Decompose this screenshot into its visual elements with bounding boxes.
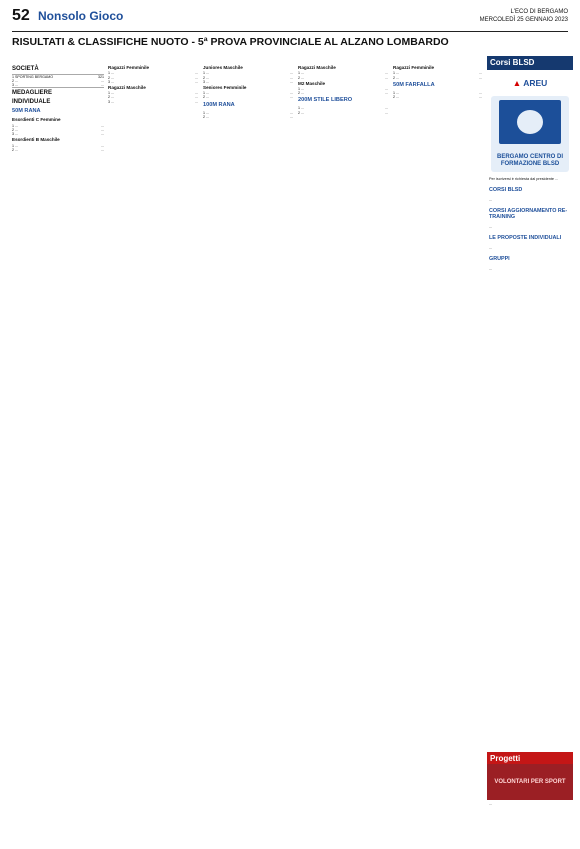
result-row (203, 80, 293, 84)
results-column-4 (298, 64, 388, 844)
results-column-3 (203, 64, 293, 844)
athlete-time: ... (289, 95, 293, 100)
row-value: 321 (97, 75, 104, 79)
team-ranking-table (12, 74, 104, 88)
promo-image: VOLONTARI PER SPORT (487, 764, 573, 800)
athlete-name: 1 ... (298, 87, 304, 92)
athlete-time: ... (478, 71, 482, 76)
athlete-time: ... (289, 91, 293, 96)
row-name: 2 ... (12, 79, 18, 84)
athlete-name: 2 ... (393, 75, 399, 80)
athlete-name: 1 ... (108, 71, 114, 76)
athlete-name: 1 ... (12, 143, 18, 148)
athlete-name: 3 ... (108, 99, 114, 104)
category-heading: Ragazzi Maschile (108, 84, 146, 90)
brand-logo: Nonsolo Gioco (38, 9, 124, 23)
category-heading: Ragazzi Femminile (108, 65, 150, 70)
sidebar-text: ... (489, 267, 493, 272)
athlete-name: 1 ... (203, 91, 209, 96)
athlete-name: 2 ... (393, 94, 399, 99)
athlete-name: 1 ... (298, 106, 304, 111)
heading-individuale: INDIVIDUALE (12, 99, 51, 106)
issue-date: MERCOLEDÌ 25 GENNAIO 2023 (479, 17, 568, 23)
athlete-name: 1 ... (203, 71, 209, 76)
result-row (108, 100, 198, 104)
event-title: 50M FARFALLA (393, 81, 435, 88)
athlete-time: ... (289, 114, 293, 119)
athlete-name: 2 ... (203, 75, 209, 80)
sidebar-heading: LE PROPOSTE INDIVIDUALI (489, 235, 562, 241)
newspaper-info (458, 8, 568, 24)
athlete-time: ... (478, 90, 482, 95)
event-title: 100M RANA (203, 101, 235, 108)
row-name: 1 SPORTING BERGAMO (12, 75, 54, 79)
result-row (203, 115, 293, 119)
sidebar-title: Corsi BLSD (487, 56, 573, 70)
athlete-name: 2 ... (298, 110, 304, 115)
category-heading: Juniores Maschile (203, 65, 243, 70)
logo-mark-icon (499, 100, 561, 144)
athlete-name: 1 ... (12, 123, 18, 128)
category-heading: M2 Maschile (298, 80, 326, 86)
athlete-name: 1 ... (393, 90, 399, 95)
newspaper-name: L'ECO DI BERGAMO (510, 9, 568, 15)
heading-medagliere: MEDAGLIERE (12, 90, 53, 97)
result-row (393, 95, 482, 99)
athlete-time: ... (384, 87, 388, 92)
athlete-time: ... (194, 91, 198, 96)
category-heading: Esordienti C Femmine (12, 117, 61, 123)
results-column-5 (393, 64, 482, 844)
results-column-2 (108, 64, 198, 844)
athlete-name: 2 ... (203, 95, 209, 100)
athlete-time: ... (289, 71, 293, 76)
section-title: RISULTATI & CLASSIFICHE NUOTO - 5ª PROVA PROVINCIALE AL ALZANO LOMBARDO (12, 36, 449, 48)
page-header (12, 6, 568, 32)
athlete-time: ... (100, 128, 104, 133)
table-row (12, 83, 104, 87)
event-title: 50M RANA (12, 108, 41, 115)
athlete-name: 1 ... (203, 110, 209, 115)
section-title-row (12, 36, 568, 52)
athlete-name: 3 ... (203, 79, 209, 84)
page-number: 52 (12, 7, 30, 24)
athlete-time: ... (194, 79, 198, 84)
result-row (12, 132, 104, 136)
category-heading: Esordienti B Maschile (12, 137, 60, 143)
result-row (298, 76, 388, 80)
athlete-time: ... (194, 75, 198, 80)
promo-title: Progetti (487, 752, 573, 764)
sidebar-heading: CORSI AGGIORNAMENTO RE-TRAINING (489, 207, 568, 220)
category-heading: Ragazzi Maschile (298, 65, 336, 70)
logo-caption: BERGAMO CENTRO DI FORMAZIONE BLSD (497, 154, 563, 167)
result-row (108, 80, 198, 84)
areu-label: AREU (523, 78, 548, 88)
athlete-name: 3 ... (108, 79, 114, 84)
athlete-time: ... (384, 91, 388, 96)
row-name: 3 ... (12, 83, 18, 88)
row-value: ... (100, 79, 104, 84)
athlete-name: 2 ... (298, 91, 304, 96)
result-row (12, 148, 104, 152)
sidebar-text: ... (489, 225, 493, 230)
result-row (393, 76, 482, 80)
results-column-1 (12, 64, 104, 844)
athlete-time: ... (384, 75, 388, 80)
result-row (203, 95, 293, 99)
athlete-name: 1 ... (298, 71, 304, 76)
athlete-name: 2 ... (298, 75, 304, 80)
athlete-time: ... (289, 110, 293, 115)
sidebar-intro: Per iscriversi è richiesta dal presidente ... (489, 177, 559, 181)
result-row (298, 111, 388, 115)
athlete-name: 2 ... (12, 128, 18, 133)
sidebar-text: ... (489, 198, 493, 202)
athlete-name: 2 ... (203, 114, 209, 119)
promo-text: ... (489, 802, 493, 806)
sidebar-heading: GRUPPI (489, 256, 510, 262)
athlete-time: ... (289, 75, 293, 80)
category-heading: Seniores Femminile (203, 84, 247, 90)
athlete-time: ... (384, 106, 388, 111)
sidebar-heading: CORSI BLSD (489, 186, 523, 193)
training-center-logo (491, 96, 569, 172)
row-value: ... (100, 83, 104, 88)
athlete-name: 3 ... (12, 132, 18, 137)
athlete-time: ... (289, 79, 293, 84)
athlete-name: 1 ... (393, 71, 399, 76)
athlete-time: ... (384, 110, 388, 115)
promo-box (487, 752, 573, 844)
athlete-name: 2 ... (108, 75, 114, 80)
athlete-name: 2 ... (12, 147, 18, 152)
sidebar-corsi-blsd (487, 56, 573, 844)
athlete-time: ... (194, 99, 198, 104)
sidebar-text: ... (489, 246, 493, 251)
athlete-time: ... (100, 147, 104, 152)
heading-societa: SOCIETÀ (12, 66, 39, 72)
athlete-time: ... (478, 94, 482, 99)
athlete-name: 1 ... (108, 91, 114, 96)
athlete-name: 2 ... (108, 95, 114, 100)
event-title: 200M STILE LIBERO (298, 97, 353, 104)
category-heading: Ragazzi Femminile (393, 65, 435, 70)
athlete-time: ... (100, 132, 104, 137)
athlete-time: ... (194, 95, 198, 100)
areu-logo: ▲ AREU (512, 78, 548, 88)
athlete-time: ... (384, 71, 388, 76)
result-row (298, 91, 388, 95)
athlete-time: ... (478, 75, 482, 80)
athlete-time: ... (194, 71, 198, 76)
athlete-time: ... (100, 143, 104, 148)
athlete-time: ... (100, 123, 104, 128)
